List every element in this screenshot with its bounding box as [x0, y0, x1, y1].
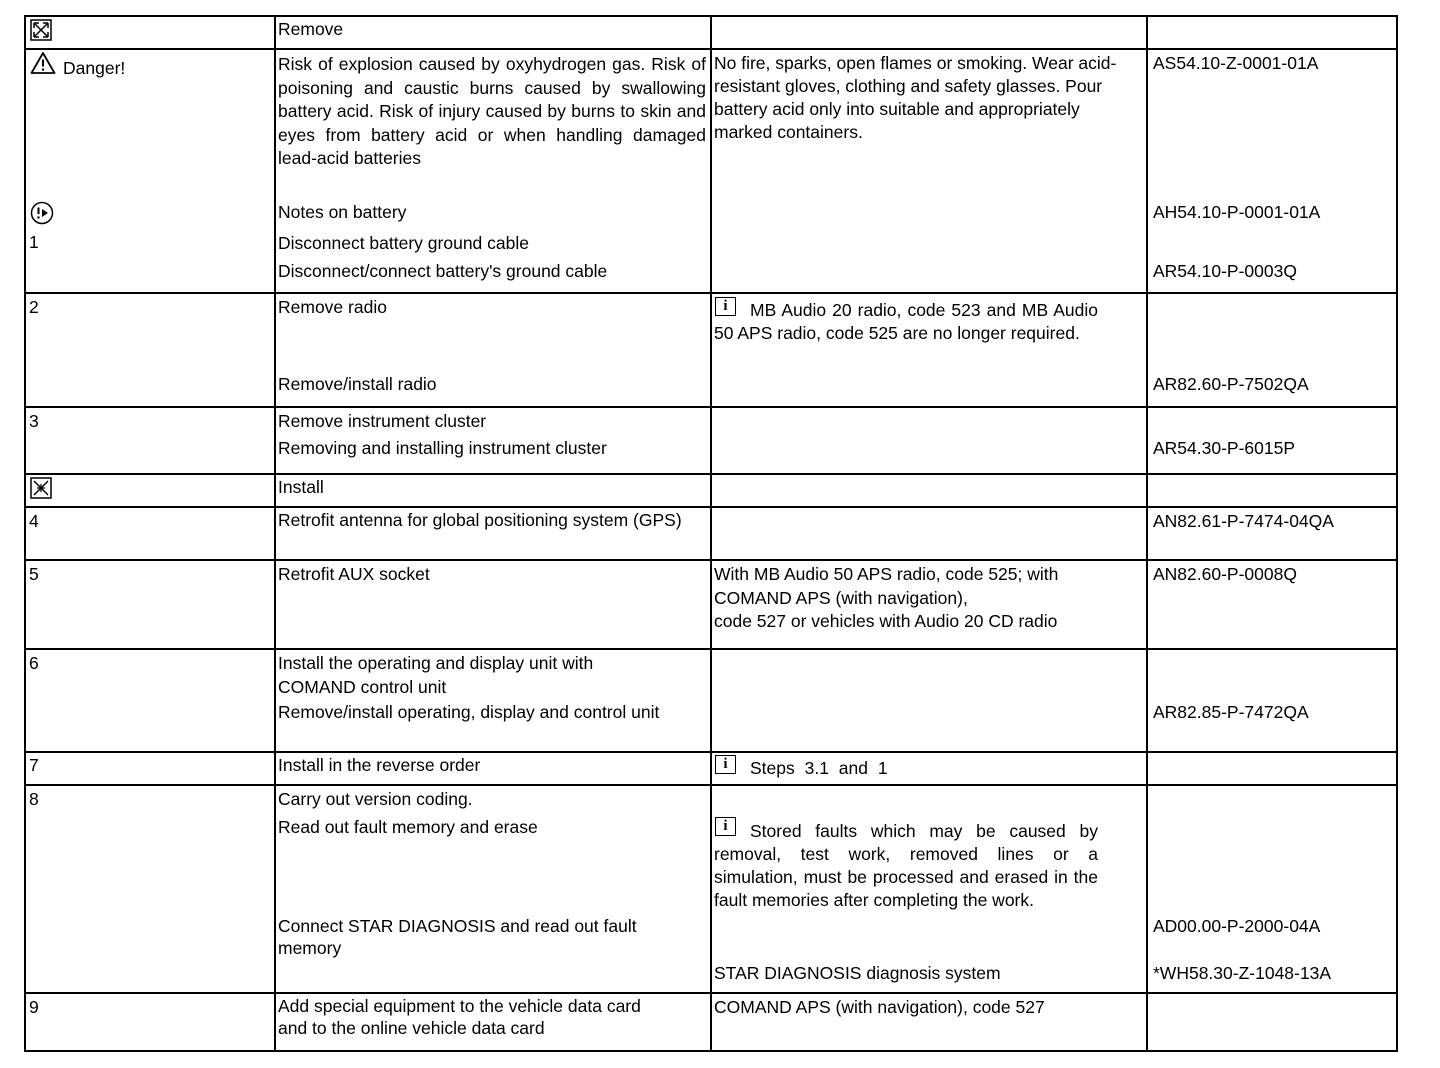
row-divider: [24, 559, 1397, 561]
table-border-left: [24, 15, 26, 1052]
step-8-number: 8: [29, 789, 39, 809]
column-divider-2: [710, 15, 712, 1052]
step-8-doc-ref[interactable]: AD00.00-P-2000-04A: [1153, 916, 1321, 936]
table-border-bottom: [24, 1050, 1397, 1052]
info-icon: i: [715, 755, 736, 774]
step-9-note: COMAND APS (with navigation), code 527: [714, 997, 1045, 1017]
row-divider: [24, 751, 1397, 753]
step-4-number: 4: [29, 511, 39, 531]
step-8-doc-ref-2[interactable]: *WH58.30-Z-1048-13A: [1153, 963, 1331, 983]
row-divider: [24, 48, 1397, 50]
step-5-note-line-3: code 527 or vehicles with Audio 20 CD radio: [714, 611, 1058, 631]
row-divider: [24, 473, 1397, 475]
step-6-number: 6: [29, 653, 39, 673]
step-7-number: 7: [29, 755, 39, 775]
step-6-sub-text: Remove/install operating, display and control unit: [278, 702, 660, 722]
step-2-number: 2: [29, 297, 39, 317]
step-1-text: Disconnect battery ground cable: [278, 233, 529, 253]
step-5-doc-ref[interactable]: AN82.60-P-0008Q: [1153, 564, 1297, 584]
step-3-doc-ref[interactable]: AR54.30-P-6015P: [1153, 438, 1296, 458]
step-9-text: Add special equipment to the vehicle data card and to the online vehicle data card: [278, 996, 641, 1038]
notes-battery-doc-ref[interactable]: AH54.10-P-0001-01A: [1153, 202, 1321, 222]
column-divider-3: [1146, 15, 1148, 1052]
step-6-text: Install the operating and display unit with COMAND control unit: [278, 653, 594, 697]
row-divider: [24, 506, 1397, 508]
step-2-doc-ref[interactable]: AR82.60-P-7502QA: [1153, 374, 1309, 394]
step-5-note-line-1: With MB Audio 50 APS radio, code 525; with: [714, 564, 1059, 584]
danger-risk-text: Risk of explosion caused by oxyhydrogen gas. Risk of poisoning and caustic burns caused by swallowing battery acid. Risk of injury caused by burns to skin and eyes from battery acid or when handling damaged lead-acid batteries: [278, 54, 706, 168]
row-divider: [24, 292, 1397, 294]
row-divider: [24, 992, 1397, 994]
step-8-sub-text-3: STAR DIAGNOSIS diagnosis system: [714, 963, 1001, 983]
step-3-number: 3: [29, 411, 39, 431]
danger-label: Danger!: [63, 58, 126, 78]
step-8-sub-text-2: Connect STAR DIAGNOSIS and read out fault memory: [278, 916, 637, 958]
warning-triangle-icon: [30, 51, 56, 80]
row-divider: [24, 784, 1397, 786]
step-5-text: Retrofit AUX socket: [278, 564, 430, 584]
step-6-doc-ref[interactable]: AR82.85-P-7472QA: [1153, 702, 1309, 722]
step-8-text: Carry out version coding.: [278, 789, 473, 809]
step-2-note: MB Audio 20 radio, code 523 and MB Audio 50 APS radio, code 525 are no longer required.: [714, 300, 1098, 343]
column-divider-1: [274, 15, 276, 1052]
danger-measures-text: No fire, sparks, open flames or smoking. Wear acid-resistant gloves, clothing and safety glasses. Pour battery acid only into suitable and appropriately marked containers.: [714, 53, 1117, 142]
step-9-number: 9: [29, 997, 39, 1017]
step-3-sub-text: Removing and installing instrument cluster: [278, 438, 607, 458]
notes-pointer-icon: [30, 201, 54, 230]
work-instructions-table: [24, 15, 1397, 1052]
danger-doc-ref[interactable]: AS54.10-Z-0001-01A: [1153, 53, 1319, 73]
step-3-text: Remove instrument cluster: [278, 411, 487, 431]
step-2-text: Remove radio: [278, 297, 387, 317]
step-1-doc-ref[interactable]: AR54.10-P-0003Q: [1153, 261, 1297, 281]
notes-battery-text: Notes on battery: [278, 202, 407, 222]
remove-symbol-icon: [30, 19, 52, 46]
step-1-number: 1: [29, 232, 39, 252]
step-7-note: Steps 3.1 and 1: [750, 758, 888, 778]
step-5-number: 5: [29, 564, 39, 584]
row-divider: [24, 15, 1397, 17]
step-7-text: Install in the reverse order: [278, 755, 481, 775]
install-symbol-icon: [30, 477, 52, 504]
step-8-note: Stored faults which may be caused by removal, test work, removed lines or a simulation, must be processed and erased in the fault memories after completing the work.: [714, 821, 1098, 910]
step-4-text: Retrofit antenna for global positioning system (GPS): [278, 510, 682, 530]
table-border-right: [1396, 15, 1398, 1052]
row-divider: [24, 648, 1397, 650]
step-8-sub-text-1: Read out fault memory and erase: [278, 817, 538, 837]
remove-heading: Remove: [278, 19, 344, 39]
step-4-doc-ref[interactable]: AN82.61-P-7474-04QA: [1153, 511, 1334, 531]
step-1-sub-text: Disconnect/connect battery's ground cable: [278, 261, 608, 281]
info-icon: i: [715, 817, 736, 836]
info-icon: i: [715, 297, 736, 316]
step-2-sub-text: Remove/install radio: [278, 374, 437, 394]
step-5-note-line-2: COMAND APS (with navigation),: [714, 588, 968, 608]
install-heading: Install: [278, 477, 324, 497]
row-divider: [24, 406, 1397, 408]
